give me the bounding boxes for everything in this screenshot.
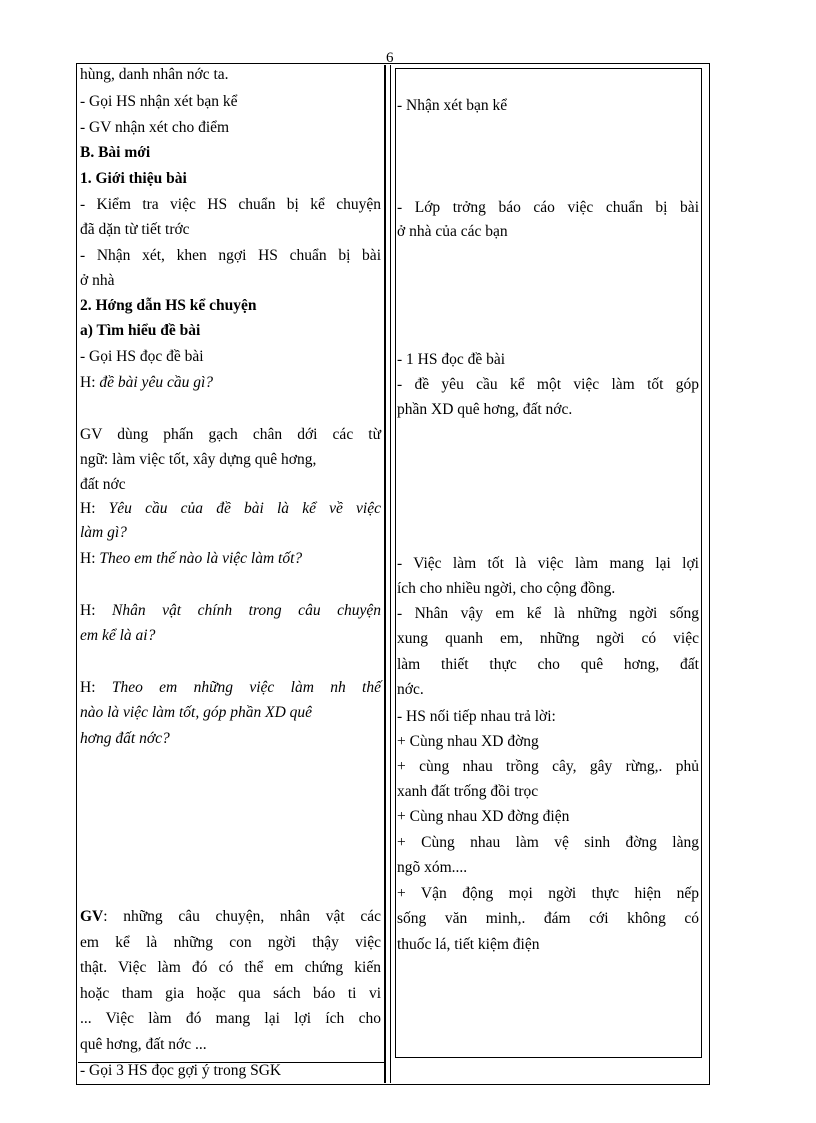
left-line: hùng, danh nhân nớc ta.: [80, 66, 229, 83]
question-text: Theo em những việc làm nh thế: [111, 679, 381, 696]
left-line: - Kiểm tra việc HS chuẩn bị kể chuyện: [80, 196, 381, 213]
teacher-text: : những câu chuyện, nhân vật các: [103, 908, 381, 925]
question-prefix: H:: [80, 500, 109, 517]
left-question: [80, 372, 381, 394]
page-number: 6: [386, 50, 394, 66]
left-question: [80, 498, 381, 520]
question-text: Yêu cầu của đề bài là kể về việc: [108, 500, 381, 517]
teacher-label: GV: [80, 908, 104, 925]
right-line: - Nhân vậy em kể là những ngời sống: [397, 605, 699, 622]
section-heading-intro: 1. Giới thiệu bài: [80, 170, 187, 187]
right-line: + Vận động mọi ngời thực hiện nếp: [397, 885, 699, 902]
question-prefix: H:: [80, 679, 112, 696]
left-line: ngữ: làm việc tốt, xây dựng quê hơng,: [80, 451, 317, 468]
left-line: hơng đất nớc?: [80, 730, 170, 747]
right-line: sống văn minh,. đám cới không có: [397, 910, 699, 927]
question-text: Theo em thế nào là việc làm tốt?: [99, 550, 303, 567]
left-column: [78, 65, 386, 1083]
left-line: - Gọi HS đọc đề bài: [80, 348, 204, 365]
section-heading-guide: 2. Hớng dẫn HS kể chuyện: [80, 297, 257, 314]
left-line: em kể là ai?: [80, 627, 156, 644]
right-line: - Nhận xét bạn kể: [397, 97, 508, 114]
right-line: + Cùng nhau XD đờng điện: [397, 808, 570, 825]
right-line: - Lớp trởng báo cáo việc chuẩn bị bài: [397, 199, 699, 216]
right-line: thuốc lá, tiết kiệm điện: [397, 936, 540, 953]
left-line: thật. Việc làm đó có thể em chứng kiến: [80, 959, 381, 976]
left-question: [80, 677, 381, 699]
right-line: + Cùng nhau làm vệ sinh đờng làng: [397, 834, 699, 851]
left-line: - GV nhận xét cho điểm: [80, 119, 230, 136]
right-line: ích cho nhiều ngời, cho cộng đồng.: [397, 580, 616, 597]
left-line: đã dặn từ tiết trớc: [80, 221, 190, 238]
left-line: - Gọi 3 HS đọc gợi ý trong SGK: [80, 1062, 282, 1079]
right-line: làm thiết thực cho quê hơng, đất: [397, 656, 699, 673]
question-prefix: H:: [80, 374, 100, 391]
right-line: - 1 HS đọc đề bài: [397, 351, 506, 368]
left-line: nào là việc làm tốt, góp phần XD quê: [80, 704, 313, 721]
left-line: quê hơng, đất nớc ...: [80, 1036, 207, 1053]
left-line: - Gọi HS nhận xét bạn kể: [80, 93, 238, 110]
section-heading-topic: a) Tìm hiểu đề bài: [80, 322, 201, 339]
left-line: ở nhà: [80, 272, 115, 289]
right-line: - đề yêu cầu kể một việc làm tốt góp: [397, 376, 699, 393]
right-line: ở nhà của các bạn: [397, 223, 508, 240]
right-line: phần XD quê hơng, đất nớc.: [397, 401, 573, 418]
left-line: [80, 906, 381, 928]
section-heading-new-lesson: B. Bài mới: [80, 144, 151, 161]
right-line: - Việc làm tốt là việc làm mang lại lợi: [397, 555, 699, 572]
right-line: + cùng nhau trồng cây, gây rừng,. phủ: [397, 758, 699, 775]
left-line: hoặc tham gia hoặc qua sách báo ti vi: [80, 985, 381, 1002]
right-line: + Cùng nhau XD đờng: [397, 733, 539, 750]
left-question: [80, 600, 381, 622]
left-line: - Nhận xét, khen ngợi HS chuẩn bị bài: [80, 247, 381, 264]
left-line: ... Việc làm đó mang lại lợi ích cho: [80, 1010, 381, 1027]
left-column-rule: [384, 65, 385, 1083]
left-line: làm gì?: [80, 524, 127, 541]
question-prefix: H:: [80, 550, 100, 567]
question-text: đề bài yêu cầu gì?: [99, 374, 214, 391]
question-prefix: H:: [80, 602, 113, 619]
right-line: - HS nối tiếp nhau trả lời:: [397, 708, 556, 725]
right-line: xanh đất trống đồi trọc: [397, 783, 539, 800]
right-line: ngõ xóm....: [397, 859, 468, 876]
right-line: xung quanh em, những ngời có việc: [397, 630, 699, 647]
question-text: Nhân vật chính trong câu chuyện: [112, 602, 381, 619]
left-line: GV dùng phấn gạch chân dới các từ: [80, 426, 381, 443]
left-question: [80, 548, 381, 570]
right-line: nớc.: [397, 681, 424, 698]
left-line: đất nớc: [80, 476, 126, 493]
left-line: em kể là những con ngời thậy việc: [80, 934, 381, 951]
